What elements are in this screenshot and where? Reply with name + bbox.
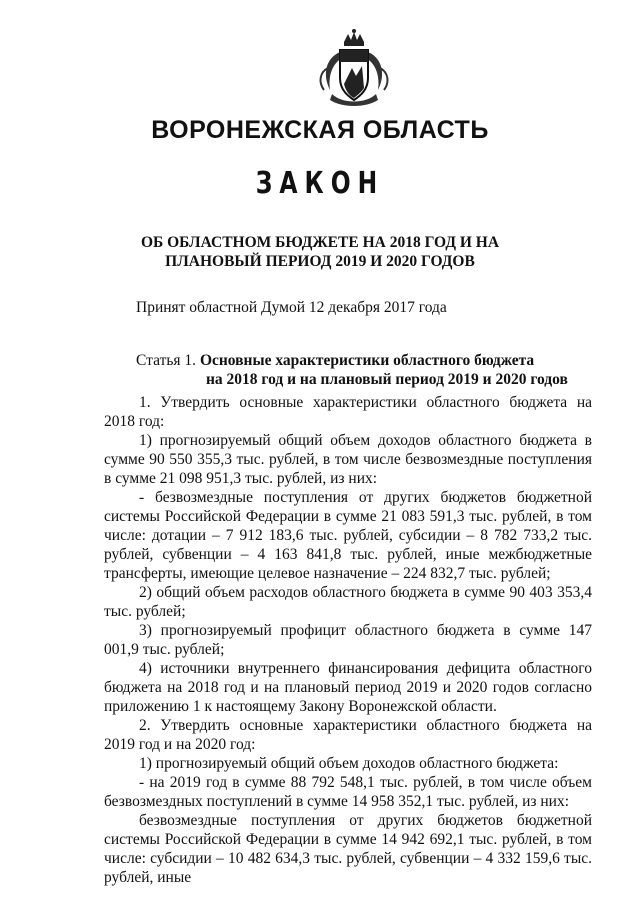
- paragraph: 2) общий объем расходов областного бюджета в сумме 90 403 353,4 тыс. рублей;: [104, 584, 592, 620]
- paragraph: - безвозмездные поступления от других бюджетов бюджетной системы Российской Федерации в сумме 21 083 591,3 тыс. рублей, в том числе: дотации – 7 912 183,6 тыс. рублей, субсидии – 8 782 733,2 тыс. рублей, субвенции – 4 163 841,8 тыс. рублей, иные межбюджетные трансферты, имеющие целевое назначение – 224 832,7 тыс. рублей;: [104, 489, 592, 582]
- region-heading: ВОРОНЕЖСКАЯ ОБЛАСТЬ: [151, 116, 489, 144]
- paragraph: 1) прогнозируемый общий объем доходов областного бюджета в сумме 90 550 355,3 тыс. рублей, в том числе безвозмездные поступления в сумме 21 098 951,3 тыс. рублей, из них:: [104, 432, 592, 487]
- paragraph: 4) источники внутреннего финансирования дефицита областного бюджета на 2018 год и на плановый период 2019 и 2020 годов согласно приложению 1 к настоящему Закону Воронежской области.: [104, 660, 592, 715]
- article-title-line-2: на 2018 год и на плановый период 2019 и 2020 годов: [206, 371, 568, 388]
- law-title-line-2: ПЛАНОВЫЙ ПЕРИОД 2019 И 2020 ГОДОВ: [165, 253, 475, 270]
- paragraph: 1. Утвердить основные характеристики областного бюджета на 2018 год:: [104, 394, 592, 430]
- law-title-line-1: ОБ ОБЛАСТНОМ БЮДЖЕТЕ НА 2018 ГОД И НА: [140, 234, 500, 251]
- paragraph: 1) прогнозируемый общий объем доходов областного бюджета:: [139, 755, 559, 772]
- paragraph: безвозмездные поступления от других бюджетов бюджетной системы Российской Федерации в сумме 14 942 692,1 тыс. рублей, в том числе: субсидии – 10 482 634,3 тыс. рублей, субвенции – 4 332 159,6 тыс. рублей, иные: [104, 812, 592, 886]
- coat-of-arms-emblem: [306, 28, 402, 110]
- law-heading: ЗАКОН: [255, 166, 385, 201]
- article-title-line-1: Основные характеристики областного бюджета: [199, 352, 535, 369]
- adoption-date: Принят областной Думой 12 декабря 2017 года: [136, 299, 447, 316]
- article-body: [104, 393, 592, 887]
- paragraph: 3) прогнозируемый профицит областного бюджета в сумме 147 001,9 тыс. рублей;: [104, 622, 592, 658]
- paragraph: - на 2019 год в сумме 88 792 548,1 тыс. рублей, в том числе объем безвозмездных поступлений в сумме 14 958 352,1 тыс. рублей, из них:: [104, 774, 592, 810]
- law-title: [0, 233, 640, 271]
- article-heading: [136, 351, 568, 389]
- paragraph: 2. Утвердить основные характеристики областного бюджета на 2019 год и на 2020 год:: [104, 717, 592, 753]
- article-number: Статья 1.: [136, 352, 197, 369]
